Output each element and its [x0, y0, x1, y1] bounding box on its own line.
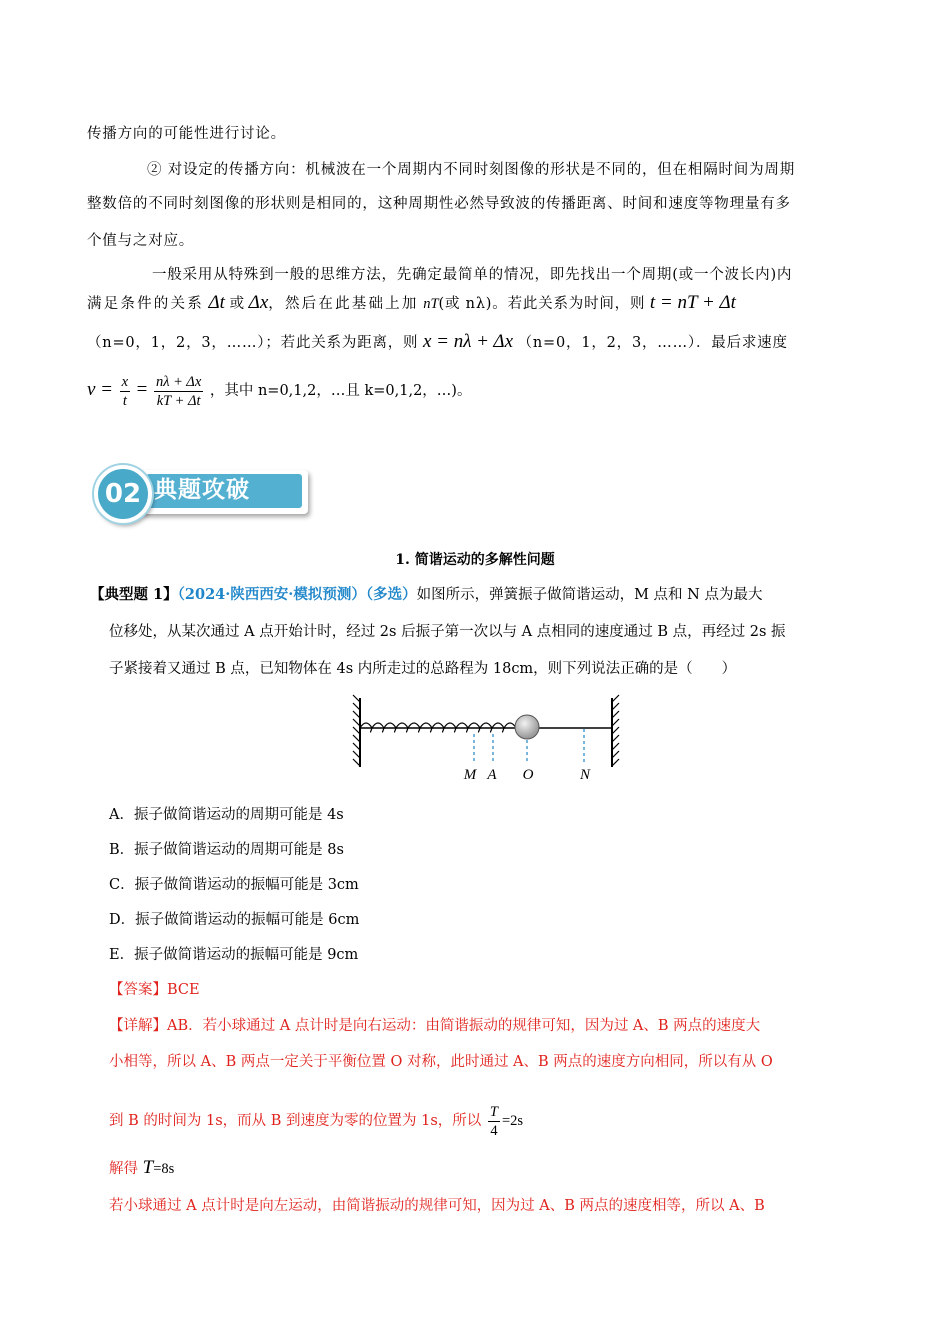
- delta-x-symbol: Δx: [248, 292, 269, 313]
- option-d: D．振子做简谐运动的振幅可能是 6cm: [109, 912, 360, 928]
- label-n: N: [579, 767, 591, 783]
- intro-para3-line-1: 一般采用从特殊到一般的思维方法，先确定最简单的情况，即先找出一个周期(或一个波长内)内: [152, 267, 793, 283]
- fraction-t-over-4: $\frac{T}{4}$: [489, 1103, 498, 1139]
- explanation-line-1: 【详解】AB．若小球通过 A 点计时是向右运动：由简谐振动的规律可知，因为过 A、B 两点的速度大: [109, 1018, 761, 1034]
- section-number-badge: 02: [94, 465, 152, 523]
- explanation-line-2: 小相等，所以 A、B 两点一定关于平衡位置 O 对称，此时通过 A、B 两点的速度方向相同，所以有从 O: [109, 1054, 773, 1070]
- answer: 【答案】BCE: [109, 982, 200, 998]
- explanation-line-5: 若小球通过 A 点计时是向左运动，由简谐振动的规律可知，因为过 A、B 两点的速度相等，所以 A、B: [109, 1198, 765, 1214]
- question-tag: 【典型题 1】: [90, 586, 178, 603]
- explanation-line-4: 解得 T=8s: [109, 1157, 175, 1178]
- spring-oscillator-figure: [340, 692, 630, 787]
- oscillator-ball: [515, 715, 539, 739]
- option-c: C．振子做简谐运动的振幅可能是 3cm: [109, 877, 359, 893]
- section-banner: [94, 462, 316, 522]
- fraction-x-over-t: $\frac{x}{t}$: [121, 373, 129, 409]
- label-m: M: [463, 767, 477, 783]
- time-equation: t = nT + Δt: [649, 292, 736, 313]
- question-line-1: 【典型题 1】（2024·陕西西安·模拟预测）（多选）如图所示，弹簧振子做简谐运动，M 点和 N 点为最大: [90, 586, 763, 603]
- question-line-2: 位移处，从某次通过 A 点开始计时，经过 2s 后振子第一次以与 A 点相同的速度通过 B 点，再经过 2s 振: [109, 624, 786, 640]
- distance-equation: x = nλ + Δx: [422, 331, 513, 352]
- intro-para2-line-2: 整数倍的不同时刻图像的形状则是相同的，这种周期性必然导致波的传播距离、时间和速度等物理量有多: [87, 196, 791, 212]
- section-title-bar: [140, 470, 308, 514]
- section-title: 典题攻破: [146, 474, 302, 508]
- label-a: A: [487, 767, 497, 783]
- intro-para2-line-3: 个值与之对应。: [87, 233, 195, 249]
- fraction-velocity: $\frac{n\lambda + \Delta x}{kT + \Delta t}$: [156, 373, 202, 409]
- velocity-formula: v = $\frac{x}{t}$ = $\frac{n\lambda + \Delta x}{kT + \Delta t}$ ，其中 n=0,1,2，…且 k=0,1,2，…)。: [87, 373, 472, 409]
- option-a: A．振子做简谐运动的周期可能是 4s: [109, 807, 344, 823]
- intro-para3-line-3: （n=0，1，2，3，……）；若此关系为距离，则 x = nλ + Δx （n=0，1，2，3，……）．最后求速度: [87, 331, 788, 352]
- section-heading: 1. 简谐运动的多解性问题: [395, 552, 555, 568]
- right-wall-hatching: [612, 695, 619, 766]
- option-e: E．振子做简谐运动的振幅可能是 9cm: [109, 947, 359, 963]
- delta-t-symbol: Δt: [208, 292, 225, 313]
- intro-para3-line-2: 满足条件的关系 Δt 或 Δx，然后在此基础上加 nT(或 nλ)。若此关系为时间，则 t = nT + Δt: [87, 292, 736, 313]
- label-o: O: [522, 767, 534, 783]
- question-line-3: 子紧接着又通过 B 点，已知物体在 4s 内所走过的总路程为 18cm，则下列说法正确的是（ ）: [109, 661, 737, 677]
- left-wall-hatching: [353, 695, 360, 766]
- question-source: （2024·陕西西安·模拟预测）（多选）: [177, 586, 417, 603]
- option-b: B．振子做简谐运动的周期可能是 8s: [109, 842, 344, 858]
- intro-para2-line-1: ② 对设定的传播方向：机械波在一个周期内不同时刻图像的形状是不同的，但在相隔时间为周期: [147, 162, 796, 178]
- explanation-line-3: 到 B 的时间为 1s，而从 B 到速度为零的位置为 1s，所以 $\frac{T}{4}$ =2s: [109, 1103, 524, 1139]
- intro-line-1: 传播方向的可能性进行讨论。: [87, 126, 286, 142]
